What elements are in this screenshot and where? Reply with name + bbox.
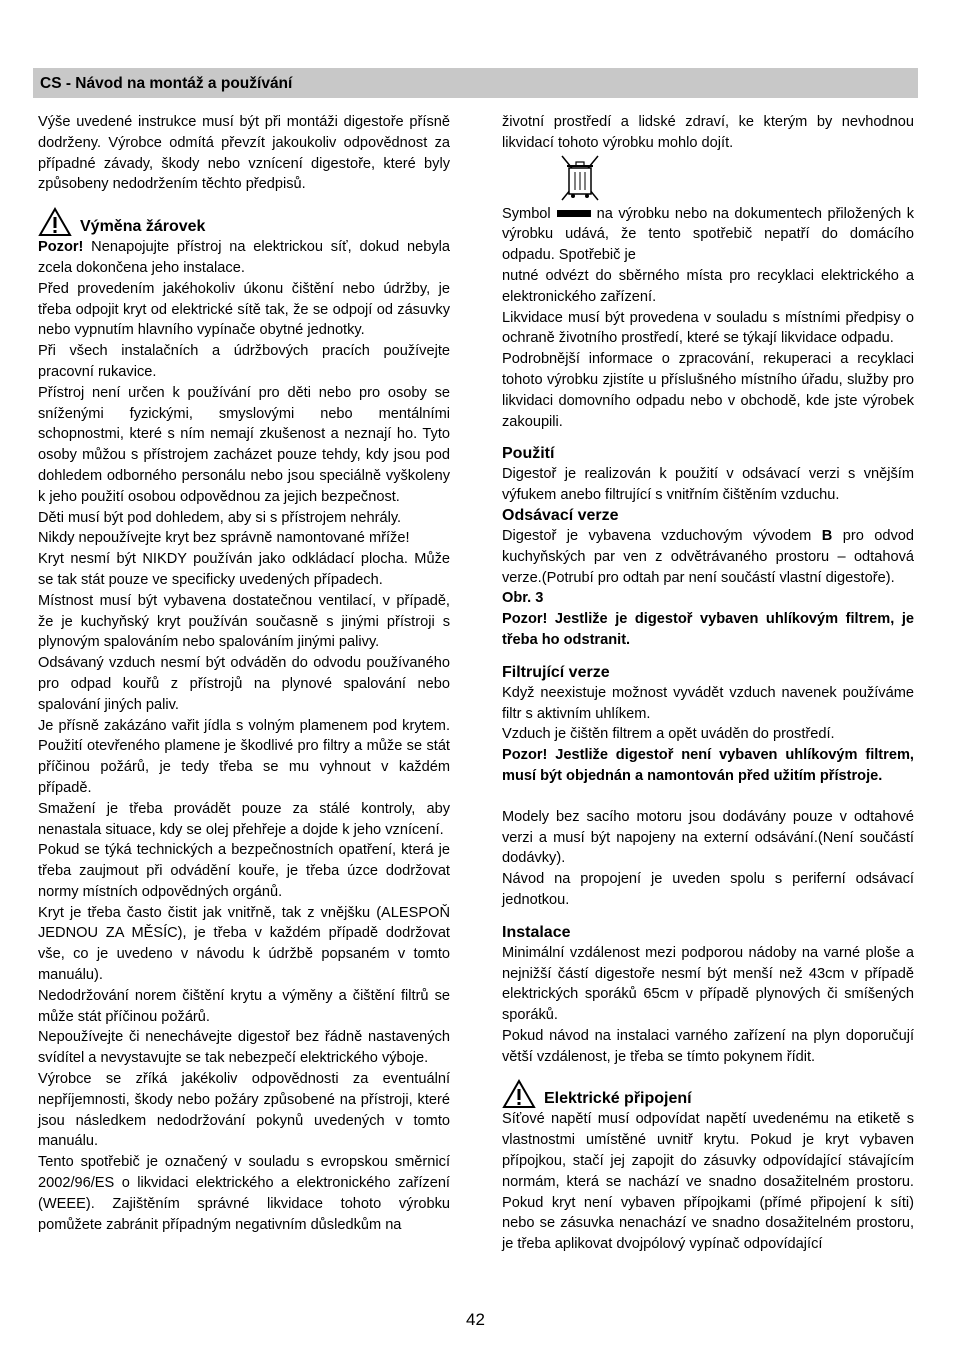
paragraph: Místnost musí být vybavena dostatečnou ventilací, v případě, že je kuchyňský kryt používán současně s jinými přístroji s plynovým spalováním nebo spalováním jinými palivy. [38, 592, 450, 651]
section-title: CS - Návod na montáž a používání [40, 75, 293, 92]
filter-text: Když neexistuje možnost vyvádět vzduch navenek používáme filtr s aktivním uhlíkem. [502, 684, 914, 722]
paragraph: Před provedením jakéhokoliv úkonu čištění nebo údržby, je třeba odpojit kryt od elektrické sítě tak, že se odpojí od zásuvky nebo vypnutím hlavního vypínače obytné jednotky. [38, 280, 450, 339]
electric-text: Síťové napětí musí odpovídat napětí uvedenému na etiketě s vlastnostmi umístěné uvnitř krytu. Pokud je kryt vybaven přípojkou, stačí jej zapojit do zásuvky odpovídající stávajícím normám, která se nachází ve snadno dosažitelném prostoru. Pokud kryt není vybaven přípojkami (přímé připojení k síti) nebo se zásuvka nenachází ve snadno dosažitelném prostoru, je třeba aplikovat dvojpólový vypínač odpovídající [502, 1111, 914, 1253]
paragraph: životní prostředí a lidské zdraví, ke kterým by nevhodnou likvidací tohoto výrobku mohlo dojít. [502, 114, 914, 151]
crossed-bin-icon [558, 154, 602, 202]
intro-paragraph: Výše uvedené instrukce musí být při montáži digestoře přísně dodrženy. Výrobce odmítá převzít jakoukoliv odpovědnost za případné závady, škody nebo vznícení digestoře, které byly způsobeny nedodržením těchto předpisů. [38, 114, 450, 193]
paragraph: Odsávaný vzduch nesmí být odváděn do odvodu používaného pro odpad kouřů z přístrojů na plynové spalování nebo spalování jiných paliv. [38, 655, 450, 713]
install-text: Pokud návod na instalaci varného zařízení na plyn doporučují větší vzdálenost, je třeba se tímto pokynem řídit. [502, 1027, 914, 1065]
suction-heading: Odsávací verze [502, 506, 619, 524]
warning-label: Pozor! [38, 239, 84, 256]
symbol-paragraph: Symbol na výrobku nebo na dokumentech přiložených k výrobku udává, že tento spotřebič nepatří do domácího odpadu. Spotřebič je [502, 205, 914, 264]
electric-heading: Elektrické připojení [544, 1090, 692, 1108]
models-text: Návod na propojení je uveden spolu s periferní odsávací jednotkou. [502, 871, 914, 908]
bulbs-heading-row [38, 205, 450, 237]
figure-reference: Obr. 3 [502, 590, 544, 607]
paragraph: Při všech instalačních a údržbových pracích používejte pracovní rukavice. [38, 343, 450, 380]
paragraph: Děti musí být pod dohledem, aby si s přístrojem nehrály. [38, 509, 402, 526]
install-heading: Instalace [502, 923, 571, 941]
suction-warning: Pozor! Jestliže je digestoř vybaven uhlíkovým filtrem, je třeba ho odstranit. [502, 611, 914, 648]
weee-bar-icon [557, 210, 591, 217]
paragraph: Výrobce se zříká jakékoliv odpovědnosti za eventuální nepříjemnosti, škody nebo požáry způsobené na přístroji, které jsou následkem nedodržování pokynů uvedených v tomto manuálu. [38, 1071, 450, 1150]
install-text: Minimální vzdálenost mezi podporou nádoby na varné ploše a nejnižší částí digestoře nesmí být menší než 43cm v případě elektrických sporáků 65cm v případě plynových či smíšených sporáků. [502, 944, 914, 1024]
bulbs-heading: Výměna žárovek [80, 218, 206, 236]
electric-heading-row [502, 1077, 914, 1109]
paragraph: Přístroj není určen k používání pro děti nebo pro osoby se sníženými fyzickými, smyslovými nebo mentálními schopnostmi, které s ním nemají zkušenost a neznají ho. Tyto osoby můžou s přístrojem zacházet pouze tehdy, kdy jsou pod dohledem odborného personálu nebo jsou speciálně vyškoleny k jeho použití osobou odpovědnou za jejich bezpečnost. [38, 384, 450, 505]
paragraph: Je přísně zakázáno vařit jídla s volným plamenem pod krytem. Použití otevřeného plamene je škodlivé pro filtry a může se stát příčinou požárů, je tedy třeba se mu vyhnout v každém případě. [38, 717, 450, 796]
weee-symbol-row [502, 154, 914, 204]
section-header-bar [33, 68, 918, 98]
paragraph: nutné odvézt do sběrného místa pro recyklaci elektrického a elektronického zařízení. [502, 267, 914, 305]
use-text: Digestoř je realizován k použití v odsávací verzi s vnějším výfukem anebo filtrující s vnitřním čištěním vzduchu. [502, 466, 914, 504]
right-column [502, 112, 914, 1255]
models-text: Modely bez sacího motoru jsou dodávány pouze v odtahové verzi a musí být napojeny na externí odsávání.(Není součástí dodávky). [502, 808, 914, 867]
warning-icon [502, 1079, 536, 1109]
page-number: 42 [466, 1310, 485, 1329]
warning-text: Nenapojujte přístroj na elektrickou síť, dokud nebyla zcela dokončena jeho instalace. [38, 239, 450, 276]
suction-text: Digestoř je vybavena vzduchovým vývodem B pro odvod kuchyňských par ven z odvětrávaného prostoru – odtahová verze.(Potrubí pro odtah par není součástí vlastní digestoře). [502, 527, 914, 586]
paragraph: Kryt nesmí být NIKDY používán jako odkládací plocha. Může se tak stát pouze ve specificky uvedených případech. [38, 551, 450, 588]
warning-icon [38, 207, 72, 237]
filter-warning: Pozor! Jestliže digestoř není vybaven uhlíkovým filtrem, musí být objednán a namontován před užitím přístroje. [502, 747, 914, 784]
paragraph: Kryt je třeba často čistit jak vnitřně, tak z vnějšku (ALESPOŇ JEDNOU ZA MĚSÍC), je třeba v každém případě dodržovat vše, co je uvedeno v návodu k údržbě popsaném v tomto manuálu). [38, 904, 450, 984]
filter-text: Vzduch je čištěn filtrem a opět uváděn do prostředí. [502, 726, 835, 743]
paragraph: Tento spotřebič je označený v souladu s evropskou směrnicí 2002/96/ES o likvidaci elektrického a elektronického zařízení (WEEE). Zajištěním správné likvidace tohoto výrobku pomůžete zabránit případným negativním důsledkům na [38, 1154, 450, 1233]
paragraph: Nepoužívejte či nenechávejte digestoř bez řádně nastavených svídítel a nevystavujte se tak nebezpečí elektrického výboje. [38, 1029, 450, 1067]
paragraph: Smažení je třeba provádět pouze za stálé kontroly, aby nenastala situace, kdy se olej přehřeje a dojde k jeho vznícení. [38, 800, 450, 838]
warning-paragraph [38, 237, 450, 279]
paragraph: Podrobnější informace o zpracování, rekuperaci a recyklaci tohoto výrobku zjistíte u příslušného místního úřadu, služby pro likvidaci domovního odpadu nebo v obchodě, kde jste výrobek zakoupili. [502, 351, 914, 430]
filter-heading: Filtrující verze [502, 663, 610, 681]
paragraph: Pokud se týká technických a bezpečnostních opatření, která je třeba zaujmout při odvádění kouře, je třeba úzce dodržovat normy místních odpovědných orgánů. [38, 842, 450, 900]
paragraph: Likvidace musí být provedena v souladu s místními předpisy o ochraně životního prostředí, které se týkají likvidace odpadu. [502, 309, 914, 347]
paragraph: Nikdy nepoužívejte kryt bez správně namontované mříže! [38, 530, 410, 547]
paragraph: Nedodržování norem čištění krytu a výměny a čištění filtrů se může stát příčinou požárů. [38, 987, 450, 1025]
left-column [38, 112, 450, 1235]
use-heading: Použití [502, 445, 555, 463]
